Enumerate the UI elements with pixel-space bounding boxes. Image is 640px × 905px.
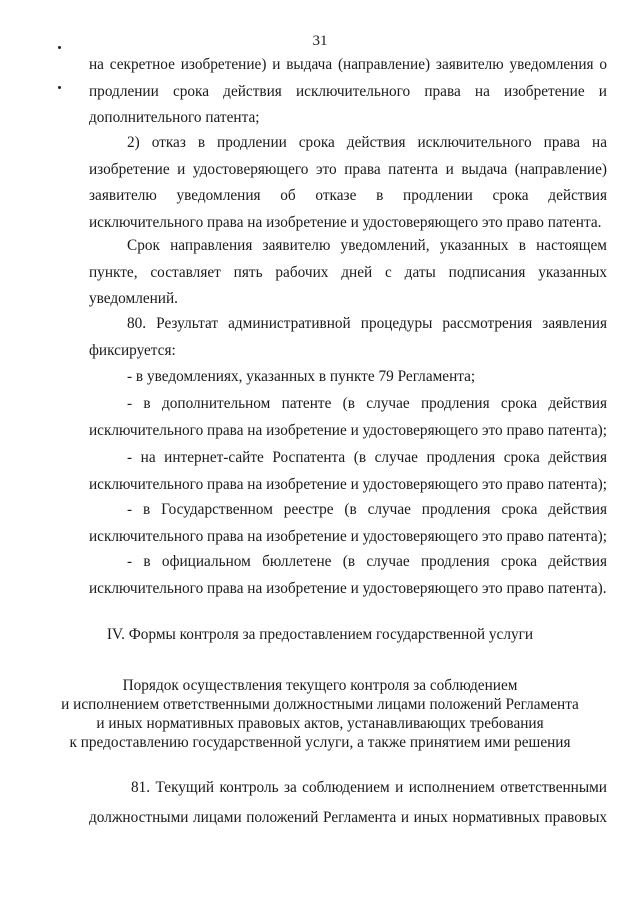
text-line: - на интернет-сайте Роспатента (в случае продления срока действия	[127, 449, 607, 466]
subheading-line: и исполнением ответственными должностными лицами положений Регламента	[61, 696, 579, 713]
text-line: 2) отказ в продлении срока действия исключительного права на	[127, 134, 607, 151]
subheading-line: и иных нормативных правовых актов, устанавливающих требования	[96, 715, 544, 732]
text-line: 81. Текущий контроль за соблюдением и исполнением ответственными	[131, 779, 607, 796]
text-line: фиксируется:	[89, 341, 176, 359]
text-line: - в Государственном реестре (в случае продления срока действия	[127, 501, 607, 518]
text-line: - в уведомлениях, указанных в пункте 79 Регламента;	[127, 368, 476, 385]
text-line: заявителю уведомления об отказе в продлении срока действия	[89, 187, 607, 204]
text-line: исключительного права на изобретение и удостоверяющего это право патента);	[89, 475, 607, 493]
text-line: исключительного права на изобретение и удостоверяющего это право патента).	[89, 579, 607, 597]
section-heading: IV. Формы контроля за предоставлением государственной услуги	[106, 626, 534, 643]
text-line: 80. Результат административной процедуры рассмотрения заявления	[127, 315, 607, 332]
text-line: Срок направления заявителю уведомлений, указанных в настоящем	[127, 237, 607, 254]
text-line: продлении срока действия исключительного права на изобретение и	[89, 82, 607, 100]
margin-mark	[58, 86, 61, 89]
text-line: уведомлений.	[89, 290, 178, 307]
paragraph	[89, 773, 607, 833]
paragraph	[89, 311, 607, 364]
page-number: 31	[312, 33, 328, 49]
paragraph	[89, 130, 607, 236]
text-line: пункте, составляет пять рабочих дней с даты подписания указанных	[89, 263, 607, 281]
paragraph	[89, 364, 607, 391]
paragraph	[89, 549, 607, 602]
paragraph	[89, 497, 607, 550]
margin-mark	[58, 46, 61, 49]
text-line: исключительного права на изобретение и удостоверяющего это право патента.	[89, 213, 602, 231]
text-line: - в официальном бюллетене (в случае продления срока действия	[127, 553, 607, 570]
paragraph	[89, 233, 607, 313]
text-line: изобретение и удостоверяющего это права патента и выдача (направление)	[89, 160, 607, 178]
text-line: должностными лицами положений Регламента и иных нормативных правовых	[89, 809, 607, 826]
text-line: на секретное изобретение) и выдача (направление) заявителю уведомления о	[89, 56, 607, 73]
text-line: исключительного права на изобретение и удостоверяющего это право патента);	[89, 527, 607, 545]
subheading-line: к предоставлению государственной услуги, а также принятием ими решения	[69, 734, 571, 751]
text-line: исключительного права на изобретение и удостоверяющего это право патента);	[89, 421, 607, 439]
paragraph	[89, 391, 607, 444]
text-line: - в дополнительном патенте (в случае продления срока действия	[127, 395, 607, 412]
paragraph	[89, 52, 607, 132]
text-line: дополнительного патента;	[89, 109, 260, 126]
paragraph	[89, 445, 607, 498]
subheading-line: Порядок осуществления текущего контроля за соблюдением	[122, 677, 518, 694]
